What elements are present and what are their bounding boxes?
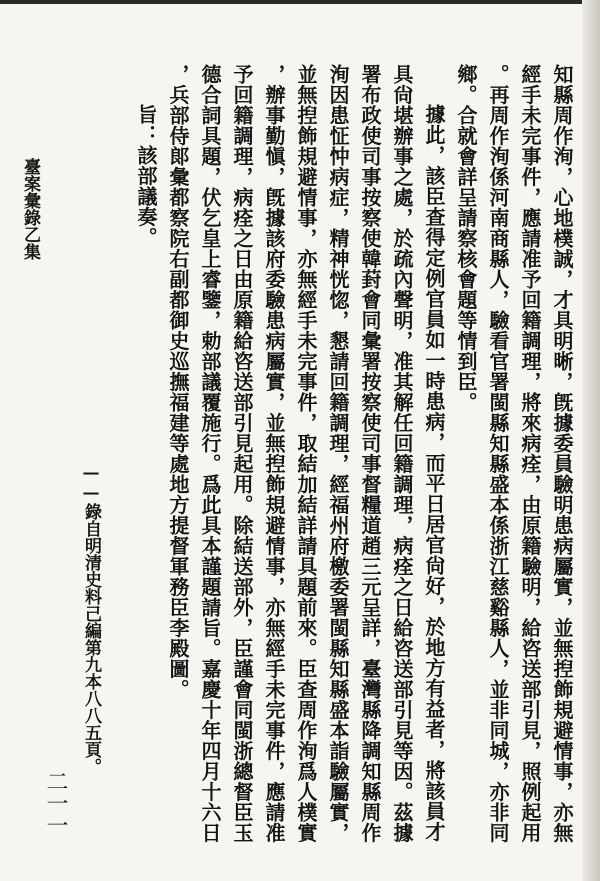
top-border-rule [0, 0, 600, 4]
page-edge-shadow [582, 0, 600, 881]
text-column-11: 予回籍調理，病痊之日由原籍給咨送部引見起用。除結送部外，臣謹會同閩浙總督臣玉 [230, 64, 254, 843]
running-head: 臺案彙錄乙集 [20, 158, 40, 260]
text-column-3: 。再周作洵係河南商縣人，驗看官署閩縣知縣盛本係浙江慈谿縣人，並非同城，亦非同 [486, 64, 510, 843]
text-column-8: 洵因患怔忡病症，精神恍惚，懇請回籍調理，經福州府檄委署閩縣知縣盛本詣驗屬實， [326, 64, 350, 843]
text-column-2: 經手未完事件，應請准予回籍調理，將來病痊，由原籍驗明，給咨送部引見，照例起用 [518, 64, 542, 843]
source-citation: ——錄自明清史料己編第九本八八五頁。 [81, 463, 101, 775]
text-column-7: 署布政使司事按察使韓葑會同彙署按察使司事督糧道趙三元呈詳，臺灣縣降調知縣周作 [358, 64, 382, 843]
text-column-9: 並無揑飾規避情事，亦無經手未完事件，取結加結詳請具題前來。臣查周作洵爲人樸實 [294, 64, 318, 843]
text-column-13: ，兵部侍郞彙都察院右副都御史巡撫福建等處地方提督軍務臣李殿圖。 [166, 64, 190, 700]
text-column-1: 知縣周作洵，心地樸誠，才具明晰，旣據委員驗明患病屬實，並無揑飾規避情事，亦無 [550, 64, 574, 843]
page-number: 二一一 [43, 770, 68, 836]
text-column-10: ，辦事勤愼，旣據該府委驗患病屬實，並無揑飾規避情事，亦無經手未完事件，應請准 [262, 64, 286, 843]
text-column-14: 旨：該部議奏。 [134, 104, 158, 248]
text-column-5: 據此，該臣查得定例官員如一時患病，而平日居官尙好，於地方有益者，將該員才 [422, 104, 446, 842]
text-column-6: 具尙堪辦事之處，於疏內聲明，准其解任回籍調理，病痊之日給咨送部引見等因。茲據 [390, 64, 414, 843]
text-column-12: 德合詞具題，伏乞皇上睿鑒，勅部議覆施行。爲此具本謹題請旨。嘉慶十年四月十六日 [198, 64, 222, 843]
text-column-4: 鄉。合就會詳呈請察核會題等情到臣。 [454, 64, 478, 413]
